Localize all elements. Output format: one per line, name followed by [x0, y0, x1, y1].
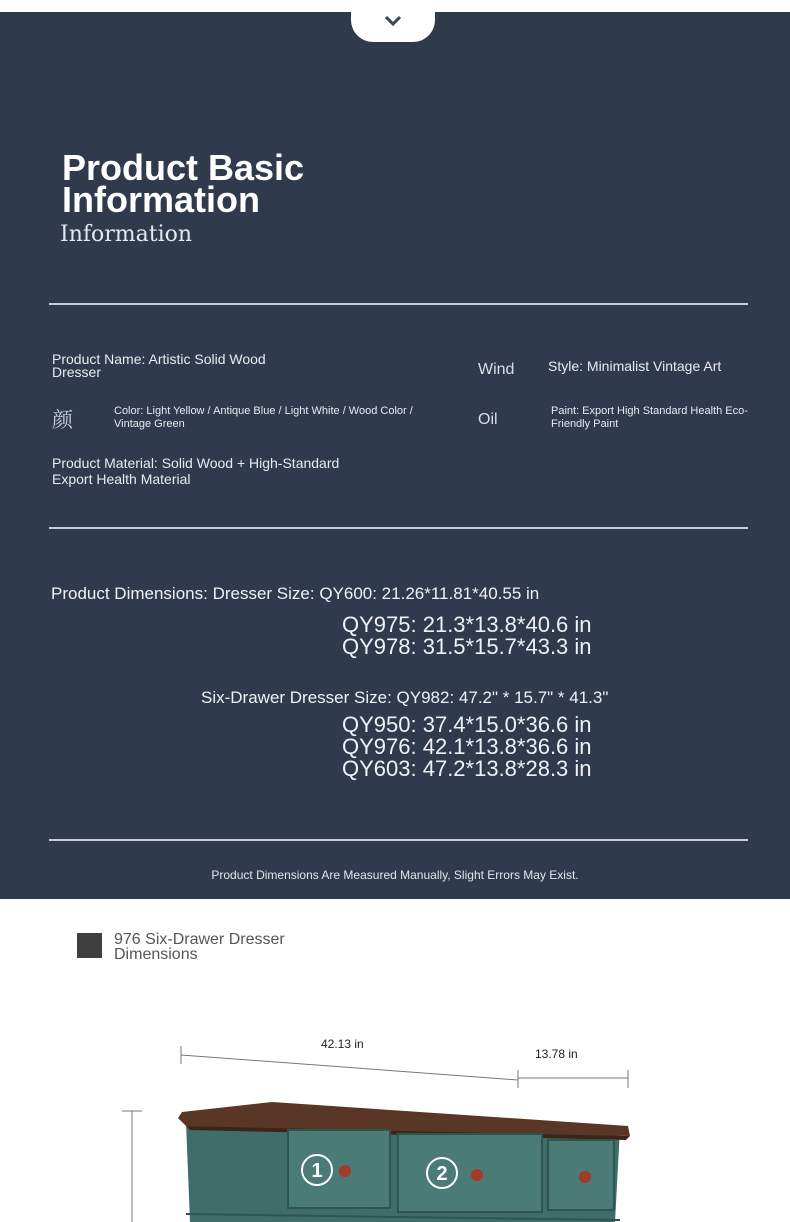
color-glyph: 颜	[52, 408, 73, 432]
six-drawer-size: Six-Drawer Dresser Size: QY982: 47.2" * 15.7" * 41.3"	[201, 688, 609, 707]
page-title: Product Basic Information	[62, 147, 305, 220]
dimensions-title: Product Dimensions: Dresser Size: QY600: 21.26*11.81*40.55 in	[51, 584, 540, 603]
dimensions-list-1: QY975: 21.3*13.8*40.6 in QY978: 31.5*15.7*43.3 in	[342, 612, 592, 659]
divider	[49, 839, 748, 841]
page-subtitle: Information	[60, 222, 193, 247]
product-material: Product Material: Solid Wood + High-Standard Export Health Material	[52, 455, 340, 487]
depth-label: 13.78 in	[535, 1047, 578, 1061]
dimensions-footnote: Product Dimensions Are Measured Manually, Slight Errors May Exist.	[211, 868, 579, 882]
oil-label: Oil	[478, 411, 498, 428]
drawer-number-2: 2	[436, 1163, 448, 1185]
chevron-down-icon	[384, 14, 402, 28]
product-style: Style: Minimalist Vintage Art	[548, 358, 722, 374]
dresser-diagram	[0, 1000, 790, 1222]
product-name: Product Name: Artistic Solid Wood Dresser	[52, 351, 266, 380]
drawer-number-1: 1	[311, 1160, 323, 1182]
width-label: 42.13 in	[321, 1037, 364, 1051]
divider	[49, 303, 748, 305]
wind-label: Wind	[478, 361, 515, 378]
product-color: Color: Light Yellow / Antique Blue / Light White / Wood Color / Vintage Green	[114, 405, 413, 430]
divider	[49, 527, 748, 529]
section-title: 976 Six-Drawer Dresser Dimensions	[114, 931, 285, 963]
dresser-illustration	[0, 1000, 790, 1222]
collapse-tab[interactable]	[351, 8, 435, 42]
product-paint: Paint: Export High Standard Health Eco-Friendly Paint	[551, 405, 748, 430]
dimensions-list-2: QY950: 37.4*15.0*36.6 in QY976: 42.1*13.8*36.6 in QY603: 47.2*13.8*28.3 in	[342, 712, 592, 781]
section-marker	[77, 933, 102, 958]
